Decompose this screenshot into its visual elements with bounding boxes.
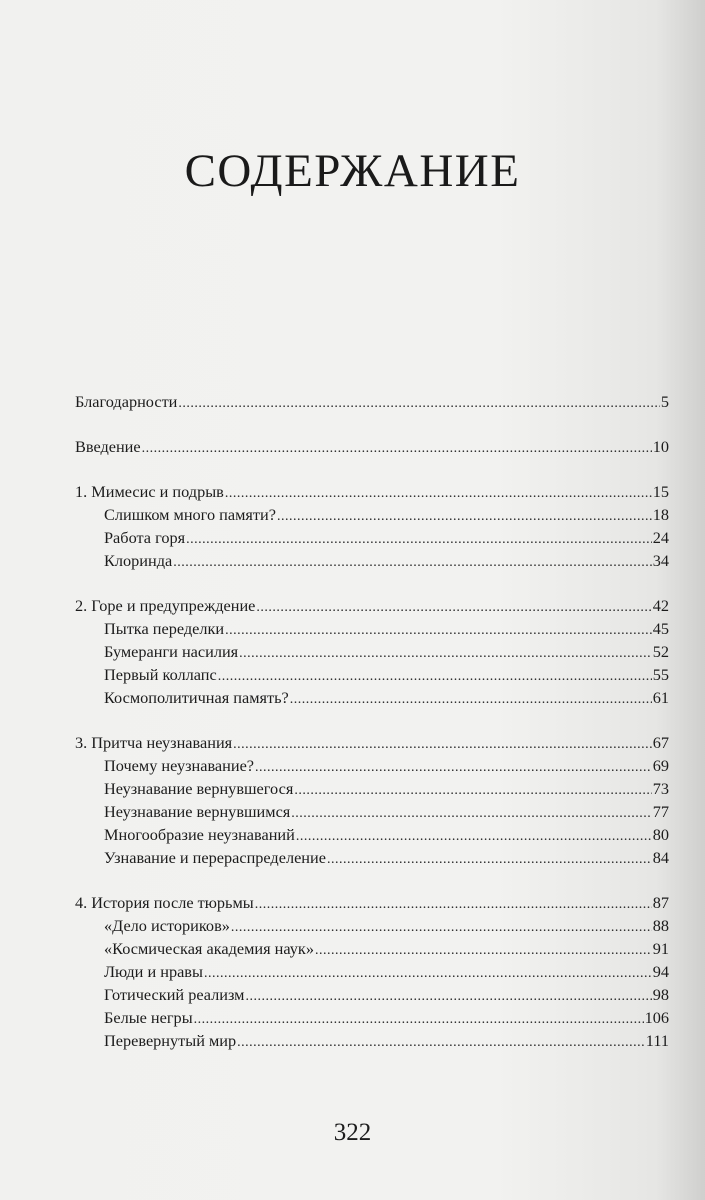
toc-entry-title: Многообразие неузнаваний: [104, 825, 295, 844]
toc-entry-title: Слишком много памяти?: [104, 505, 276, 524]
dot-leader: [194, 1008, 644, 1031]
toc-entry-page: 5: [660, 392, 669, 411]
toc-entry-page: 73: [652, 779, 669, 798]
dot-leader: [237, 1031, 645, 1054]
toc-entry-page: 80: [652, 825, 669, 844]
toc-entry-page: 18: [652, 505, 669, 524]
dot-leader: [256, 596, 651, 619]
toc-section[interactable]: [75, 526, 669, 549]
toc-chapter-4[interactable]: [75, 891, 669, 914]
dot-leader: [315, 939, 652, 962]
dot-leader: [255, 756, 652, 779]
toc-section[interactable]: [75, 617, 669, 640]
toc-entry-page: 94: [652, 962, 669, 981]
toc-entry-page: 24: [652, 528, 669, 547]
toc-entry-title: Неузнавание вернувшимся: [104, 802, 291, 821]
toc-entry-title: Перевернутый мир: [104, 1031, 237, 1050]
toc-entry-title: Неузнавание вернувшегося: [104, 779, 294, 798]
toc-entry-title: Готический реализм: [104, 985, 245, 1004]
dot-leader: [225, 482, 652, 505]
toc-section[interactable]: [75, 503, 669, 526]
toc-section[interactable]: [75, 777, 669, 800]
toc-entry-page: 106: [644, 1008, 669, 1027]
toc-entry-page: 111: [645, 1031, 669, 1050]
dot-leader: [290, 688, 652, 711]
toc-entry-page: 45: [652, 619, 669, 638]
toc-section[interactable]: [75, 914, 669, 937]
toc-section[interactable]: [75, 1006, 669, 1029]
toc-entry-page: 91: [652, 939, 669, 958]
toc-entry-title: «Дело историков»: [104, 916, 230, 935]
toc-entry-page: 77: [652, 802, 669, 821]
dot-leader: [225, 619, 652, 642]
dot-leader: [204, 962, 652, 985]
page-number: 322: [333, 1119, 372, 1146]
dot-leader: [142, 437, 652, 460]
toc-entry-title: 2. Горе и предупреждение: [75, 596, 256, 615]
dot-leader: [186, 528, 652, 551]
toc-entry-title: Почему неузнавание?: [104, 756, 255, 775]
toc-section[interactable]: [75, 960, 669, 983]
toc-entry-title: Благодарности: [75, 392, 178, 411]
toc-entry-page: 42: [652, 596, 669, 615]
toc-section[interactable]: [75, 663, 669, 686]
toc-entry-page: 55: [652, 665, 669, 684]
toc-entry-title: 3. Притча неузнавания: [75, 733, 233, 752]
toc-entry-page: 61: [652, 688, 669, 707]
toc-entry-title: 4. История после тюрьмы: [75, 893, 254, 912]
dot-leader: [255, 893, 652, 916]
toc-chapter-3[interactable]: [75, 731, 669, 754]
dot-leader: [218, 665, 652, 688]
toc-entry-page: 88: [652, 916, 669, 935]
toc-entry-page: 84: [652, 848, 669, 867]
toc-entry-title: «Космическая академия наук»: [104, 939, 314, 958]
dot-leader: [231, 916, 652, 939]
toc-entry-page: 67: [652, 733, 669, 752]
toc-entry-title: Космополитичная память?: [104, 688, 289, 707]
toc-section[interactable]: [75, 937, 669, 960]
toc-entry-title: Введение: [75, 437, 141, 456]
dot-leader: [239, 642, 652, 665]
toc-section[interactable]: [75, 1029, 669, 1052]
dot-leader: [277, 505, 652, 528]
toc-entry-title: Пытка переделки: [104, 619, 225, 638]
toc-section[interactable]: [75, 800, 669, 823]
dot-leader: [327, 848, 652, 871]
toc-section[interactable]: [75, 640, 669, 663]
dot-leader: [296, 825, 652, 848]
toc-entry-title: Бумеранги насилия: [104, 642, 239, 661]
toc-entry-introduction[interactable]: [75, 435, 669, 458]
toc-section[interactable]: [75, 983, 669, 1006]
dot-leader: [233, 733, 652, 756]
toc-section[interactable]: [75, 686, 669, 709]
toc-entry-title: Первый коллапс: [104, 665, 217, 684]
dot-leader: [294, 779, 651, 802]
toc-entry-title: Белые негры: [104, 1008, 193, 1027]
toc-entry-page: 10: [652, 437, 669, 456]
toc-entry-title: Клоринда: [104, 551, 173, 570]
dot-leader: [291, 802, 651, 825]
page-title: СОДЕРЖАНИЕ: [184, 145, 521, 198]
toc-entry-page: 15: [652, 482, 669, 501]
toc-entry-title: Люди и нравы: [104, 962, 203, 981]
toc-chapter-1[interactable]: [75, 480, 669, 503]
toc-entry-title: Работа горя: [104, 528, 186, 547]
toc-entry-page: 34: [652, 551, 669, 570]
table-of-contents: [75, 390, 669, 1052]
dot-leader: [178, 392, 659, 415]
toc-chapter-2[interactable]: [75, 594, 669, 617]
toc-section[interactable]: [75, 823, 669, 846]
toc-entry-title: 1. Мимесис и подрыв: [75, 482, 224, 501]
toc-section[interactable]: [75, 754, 669, 777]
toc-section[interactable]: [75, 549, 669, 572]
toc-entry-page: 69: [652, 756, 669, 775]
dot-leader: [173, 551, 652, 574]
dot-leader: [245, 985, 651, 1008]
toc-entry-page: 52: [652, 642, 669, 661]
toc-section[interactable]: [75, 846, 669, 869]
toc-entry-page: 87: [652, 893, 669, 912]
toc-entry-acknowledgements[interactable]: [75, 390, 669, 413]
toc-entry-title: Узнавание и перераспределение: [104, 848, 326, 867]
toc-entry-page: 98: [652, 985, 669, 1004]
